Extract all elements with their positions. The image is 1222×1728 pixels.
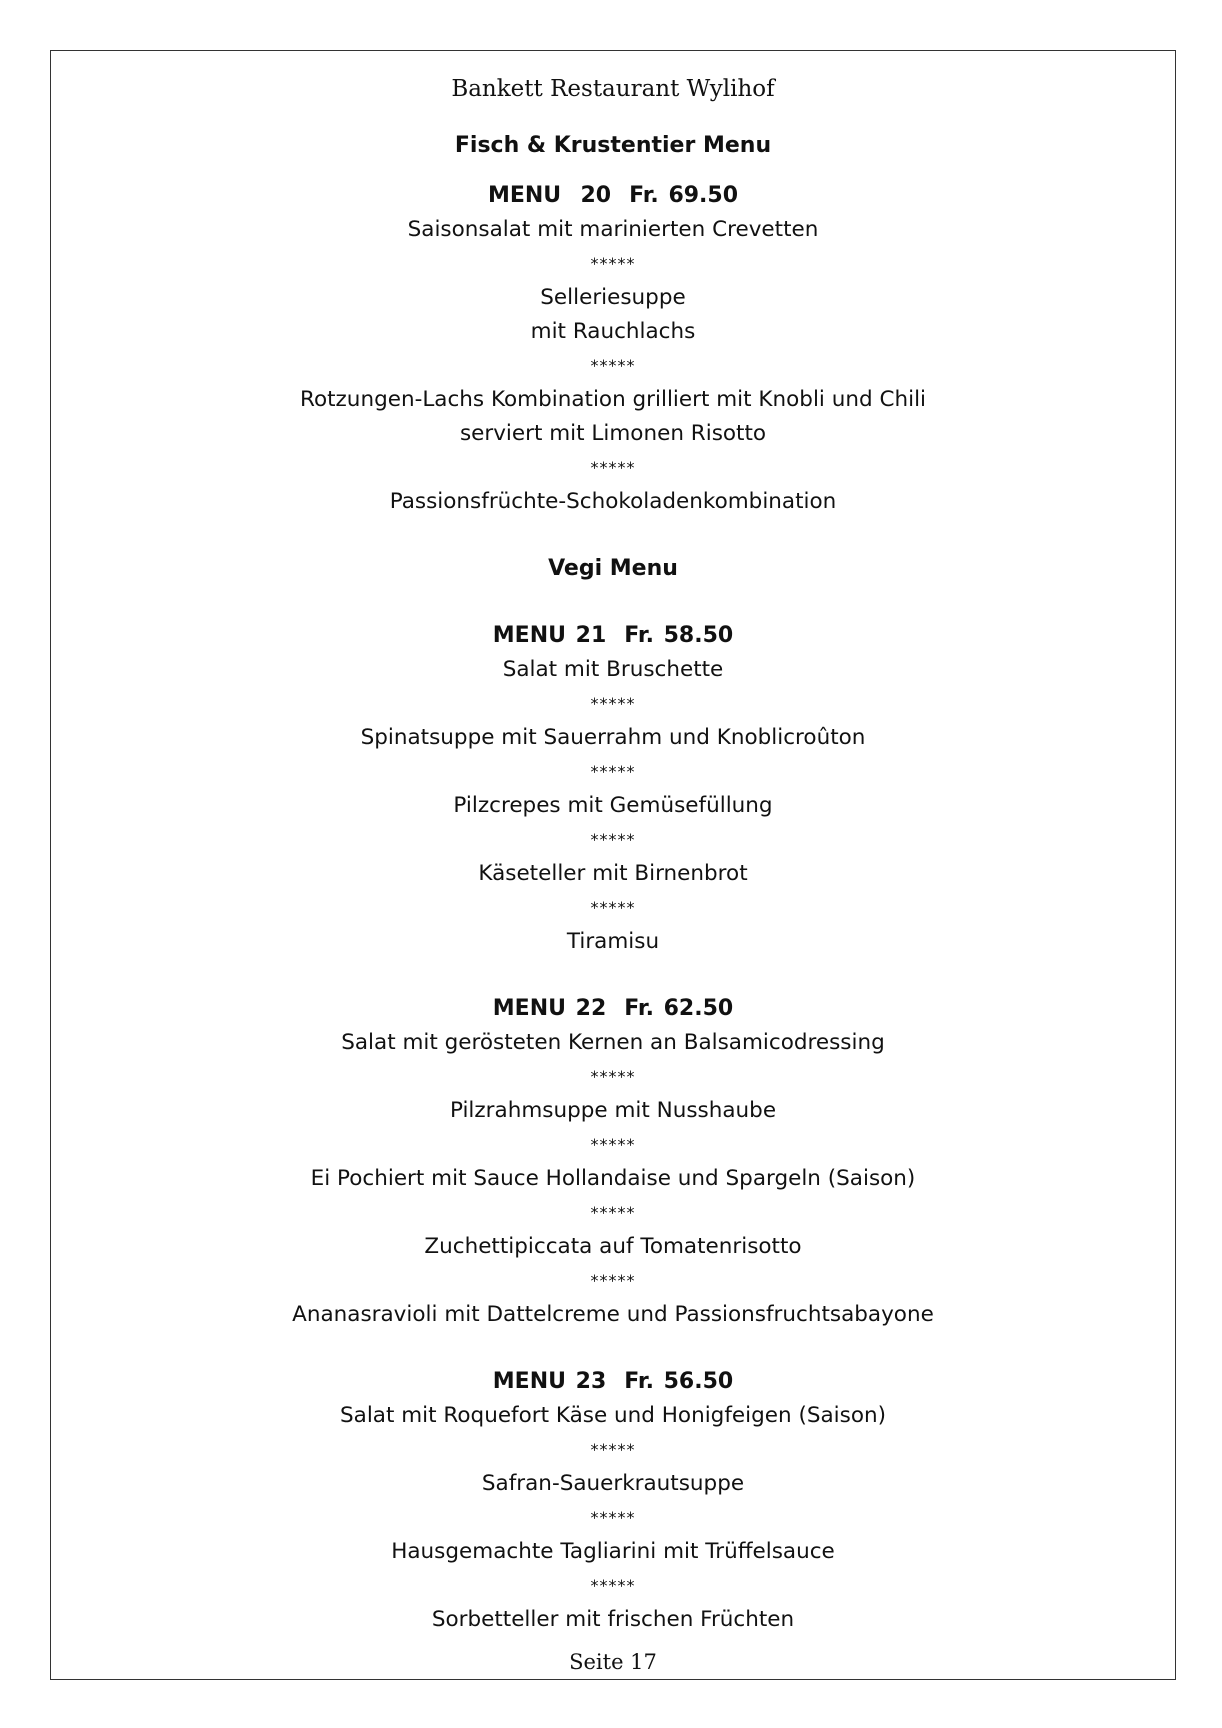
course-separator: ***** bbox=[590, 1576, 636, 1595]
course-line: mit Rauchlachs bbox=[530, 319, 696, 344]
course-line: Ananasravioli mit Dattelcreme und Passionsfruchtsabayone bbox=[292, 1302, 934, 1327]
course-separator: ***** bbox=[590, 830, 636, 849]
menu-22 bbox=[50, 992, 1176, 1332]
menu-label: MENU 21 bbox=[492, 623, 607, 648]
section-title-fish: Fisch & Krustentier Menu bbox=[454, 133, 772, 158]
course bbox=[50, 1399, 1176, 1433]
course bbox=[50, 1298, 1176, 1332]
menu-label: MENU 20 bbox=[487, 183, 612, 208]
course-separator: ***** bbox=[590, 1271, 636, 1290]
course-line: Salat mit Bruschette bbox=[502, 657, 724, 682]
course-separator: ***** bbox=[590, 694, 636, 713]
course-line: Hausgemachte Tagliarini mit Trüffelsauce bbox=[391, 1539, 835, 1564]
course-line: Rotzungen-Lachs Kombination grilliert mit Knobli und Chili bbox=[299, 387, 927, 412]
course bbox=[50, 1467, 1176, 1501]
page-number: Seite 17 bbox=[569, 1650, 657, 1674]
course bbox=[50, 857, 1176, 891]
menu-price: Fr. 56.50 bbox=[624, 1369, 734, 1394]
menu-header bbox=[50, 619, 1176, 653]
course bbox=[50, 721, 1176, 755]
course-line: Pilzrahmsuppe mit Nusshaube bbox=[449, 1098, 777, 1123]
course bbox=[50, 1603, 1176, 1637]
course bbox=[50, 653, 1176, 687]
course-separator: ***** bbox=[590, 762, 636, 781]
course-separator: ***** bbox=[590, 1203, 636, 1222]
menu-21 bbox=[50, 619, 1176, 959]
course-line: serviert mit Limonen Risotto bbox=[459, 421, 767, 446]
course-line: Pilzcrepes mit Gemüsefüllung bbox=[453, 793, 773, 818]
course-separator: ***** bbox=[590, 1067, 636, 1086]
course-separator: ***** bbox=[590, 1508, 636, 1527]
course-line: Saisonsalat mit marinierten Crevetten bbox=[407, 217, 819, 242]
course-line: Selleriesuppe bbox=[540, 285, 686, 310]
menu-price: Fr. 58.50 bbox=[624, 623, 734, 648]
course bbox=[50, 1162, 1176, 1196]
course-line: Ei Pochiert mit Sauce Hollandaise und Spargeln (Saison) bbox=[310, 1166, 916, 1191]
restaurant-name: Bankett Restaurant Wylihof bbox=[451, 76, 775, 102]
course-line: Zuchettipiccata auf Tomatenrisotto bbox=[424, 1234, 802, 1259]
course-line: Sorbetteller mit frischen Früchten bbox=[431, 1607, 795, 1632]
course-line: Tiramisu bbox=[566, 929, 660, 954]
course bbox=[50, 213, 1176, 247]
section-title-vegi: Vegi Menu bbox=[548, 556, 678, 581]
course bbox=[50, 485, 1176, 519]
menu-23 bbox=[50, 1365, 1176, 1637]
course-separator: ***** bbox=[590, 898, 636, 917]
menu-header bbox=[50, 992, 1176, 1026]
course bbox=[50, 1230, 1176, 1264]
course-line: Spinatsuppe mit Sauerrahm und Knoblicroûton bbox=[360, 725, 866, 750]
course-separator: ***** bbox=[590, 458, 636, 477]
course bbox=[50, 281, 1176, 349]
menu-header bbox=[50, 1365, 1176, 1399]
course bbox=[50, 1026, 1176, 1060]
course-line: Passionsfrüchte-Schokoladenkombination bbox=[389, 489, 837, 514]
course bbox=[50, 1094, 1176, 1128]
menu-label: MENU 23 bbox=[492, 1369, 607, 1394]
menu-price: Fr. 62.50 bbox=[624, 996, 734, 1021]
course-separator: ***** bbox=[590, 1135, 636, 1154]
course-separator: ***** bbox=[590, 356, 636, 375]
menu-label: MENU 22 bbox=[492, 996, 607, 1021]
course-line: Salat mit Roquefort Käse und Honigfeigen (Saison) bbox=[340, 1403, 886, 1428]
course bbox=[50, 789, 1176, 823]
course-separator: ***** bbox=[590, 1440, 636, 1459]
menu-content bbox=[50, 129, 1176, 1637]
menu-price: Fr. 69.50 bbox=[629, 183, 739, 208]
course-line: Safran-Sauerkrautsuppe bbox=[481, 1471, 745, 1496]
menu-20 bbox=[50, 179, 1176, 519]
course bbox=[50, 925, 1176, 959]
course-line: Salat mit gerösteten Kernen an Balsamicodressing bbox=[341, 1030, 885, 1055]
course-line: Käseteller mit Birnenbrot bbox=[478, 861, 748, 886]
menu-header bbox=[50, 179, 1176, 213]
course-separator: ***** bbox=[590, 254, 636, 273]
course bbox=[50, 383, 1176, 451]
course bbox=[50, 1535, 1176, 1569]
